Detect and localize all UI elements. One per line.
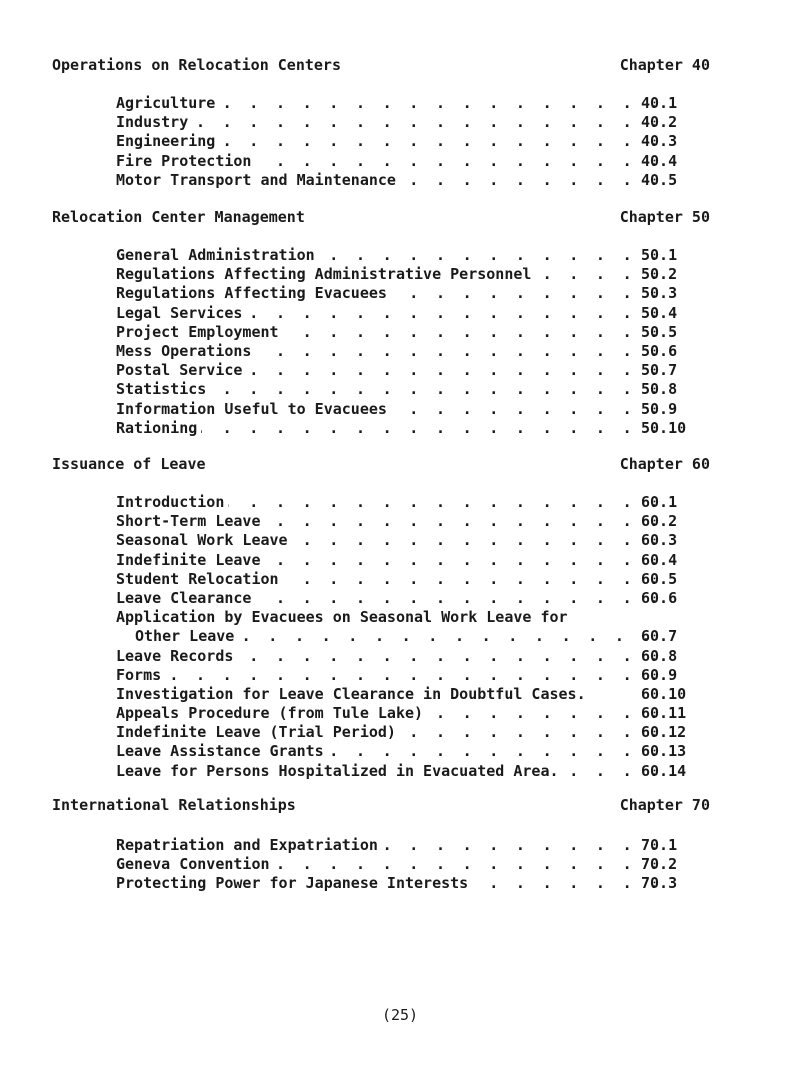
section-header-40 <box>52 56 710 76</box>
toc-entry: Indefinite Leave (Trial Period) . . . 60.12 <box>116 723 690 742</box>
toc-entry: Leave Assistance Grants . . . 60.13 <box>116 742 690 761</box>
page-number: (25) <box>381 1006 419 1024</box>
toc-list-50 <box>116 246 690 438</box>
toc-entry: Introduction . . . 60.1 <box>116 493 690 512</box>
toc-entry: Engineering . . . 40.3 <box>116 132 690 151</box>
chapter-label: Chapter 50 <box>619 208 710 226</box>
toc-entry: Rationing . . . 50.10 <box>116 419 690 438</box>
section-header-50 <box>52 208 710 228</box>
toc-entry: Leave for Persons Hospitalized in Evacuated Area. . . . 60.14 <box>116 762 690 781</box>
toc-entry: Student Relocation . . . 60.5 <box>116 570 690 589</box>
toc-entry: Regulations Affecting Evacuees . . . 50.3 <box>116 284 690 303</box>
toc-entry: Seasonal Work Leave . . . 60.3 <box>116 531 690 550</box>
section-title: International Relationships <box>52 796 296 814</box>
section-title: Operations on Relocation Centers <box>52 56 341 74</box>
toc-entry: Motor Transport and Maintenance . . . 40.5 <box>116 171 690 190</box>
toc-entry: Indefinite Leave . . . 60.4 <box>116 551 690 570</box>
section-title: Issuance of Leave <box>52 455 206 473</box>
toc-entry: Protecting Power for Japanese Interests . . . 70.3 <box>116 874 690 893</box>
toc-entry: General Administration . . . 50.1 <box>116 246 690 265</box>
toc-entry: Forms . . . 60.9 <box>116 666 690 685</box>
toc-entry: Leave Clearance . . . 60.6 <box>116 589 690 608</box>
toc-entry: Industry . . . 40.2 <box>116 113 690 132</box>
chapter-label: Chapter 40 <box>619 56 710 74</box>
toc-entry: Investigation for Leave Clearance in Doubtful Cases. 60.10 <box>116 684 687 703</box>
toc-entry: Mess Operations . . . 50.6 <box>116 342 690 361</box>
toc-entry: Geneva Convention . . . 70.2 <box>116 855 690 874</box>
toc-entry: Legal Services . . . 50.4 <box>116 304 690 323</box>
toc-entry: Agriculture . . . 40.1 <box>116 94 690 113</box>
toc-list-60 <box>116 493 690 781</box>
toc-entry: Postal Service . . . 50.7 <box>116 361 690 380</box>
toc-entry: Appeals Procedure (from Tule Lake) . . . 60.11 <box>116 704 690 723</box>
toc-entry: Repatriation and Expatriation . . . 70.1 <box>116 836 690 855</box>
toc-entry: Project Employment . . . 50.5 <box>116 323 690 342</box>
toc-entry: Statistics . . . 50.8 <box>116 380 690 399</box>
section-header-60 <box>52 455 710 475</box>
toc-list-70 <box>116 836 690 894</box>
toc-entry: Short-Term Leave . . . 60.2 <box>116 512 690 531</box>
toc-list-40 <box>116 94 690 190</box>
toc-entry: Information Useful to Evacuees . . . 50.9 <box>116 400 690 419</box>
section-title: Relocation Center Management <box>52 208 305 226</box>
section-header-70 <box>52 796 710 816</box>
toc-entry: Leave Records . . . 60.8 <box>116 647 690 666</box>
chapter-label: Chapter 70 <box>619 796 710 814</box>
toc-entry: Fire Protection . . . 40.4 <box>116 152 690 171</box>
chapter-label: Chapter 60 <box>619 455 710 473</box>
toc-entry: Regulations Affecting Administrative Personnel . . . 50.2 <box>116 265 690 284</box>
toc-entry: Application by Evacuees on Seasonal Work Leave for <box>116 608 690 627</box>
toc-entry: Other Leave . . . 60.7 <box>116 627 690 646</box>
